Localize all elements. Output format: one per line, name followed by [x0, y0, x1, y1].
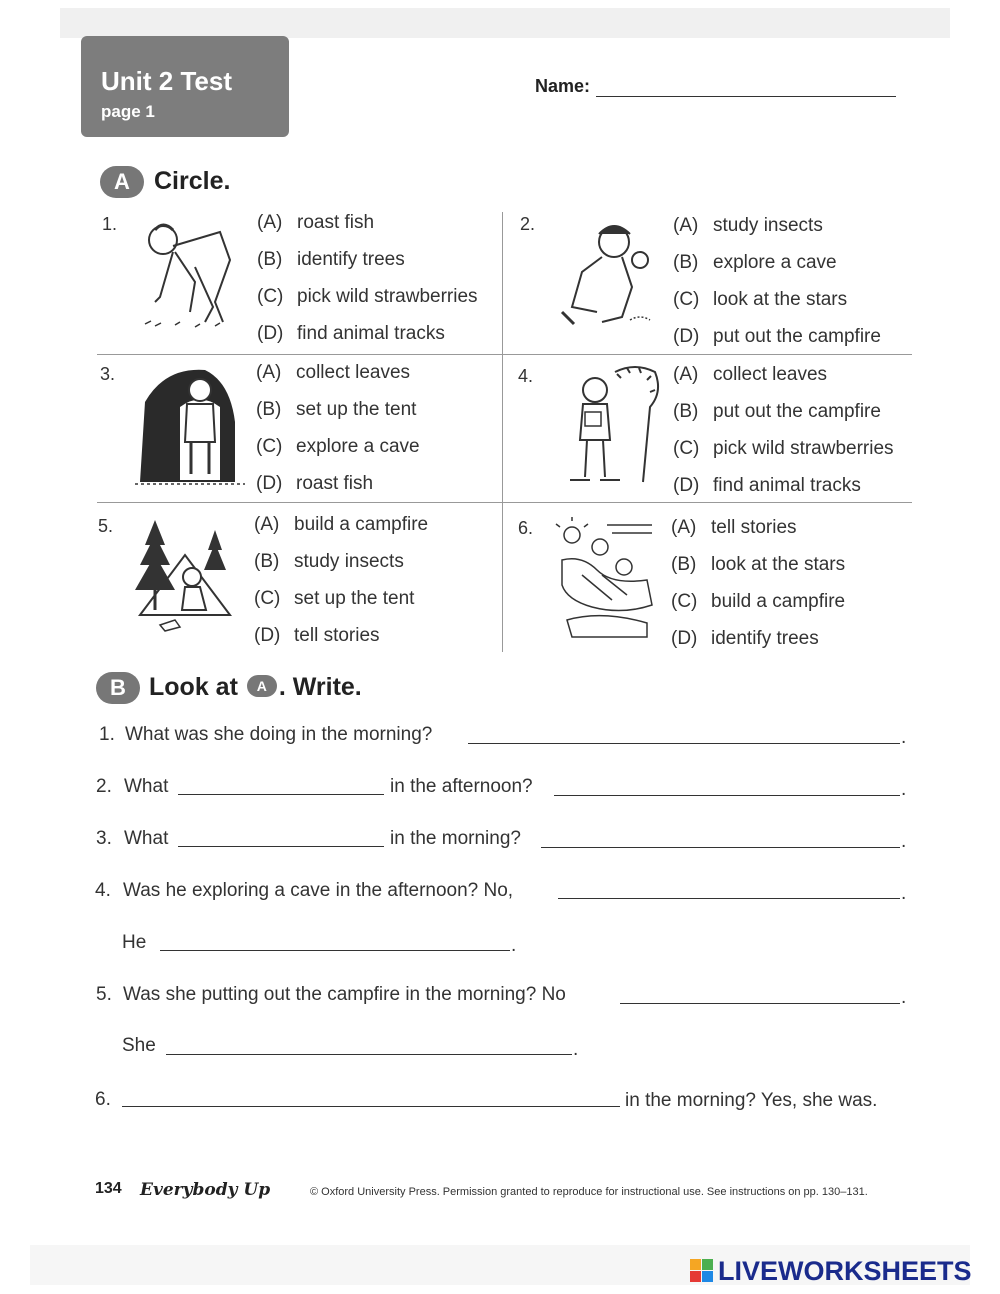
b-question-text: in the afternoon?: [390, 776, 533, 797]
section-b-title-pre: Look at: [149, 673, 238, 701]
option-d[interactable]: [673, 326, 881, 363]
option-text: study insects: [294, 551, 404, 572]
b-question-text: She: [122, 1035, 156, 1056]
name-field[interactable]: [596, 96, 896, 97]
option-a[interactable]: [673, 364, 894, 401]
name-label: Name:: [535, 76, 591, 96]
question-number: 5.: [98, 516, 114, 536]
liveworksheets-wordmark: LIVEWORKSHEETS: [718, 1256, 972, 1286]
option-b[interactable]: [254, 551, 428, 588]
answer-line[interactable]: [468, 743, 900, 744]
option-letter: (A): [673, 215, 699, 236]
grid-vertical-divider: [502, 212, 503, 652]
option-text: look at the stars: [711, 554, 846, 575]
option-b[interactable]: [671, 554, 845, 591]
girl-setting-up-tent-illustration: [130, 515, 240, 640]
option-letter: (D): [673, 475, 700, 496]
b-question-text: in the morning? Yes, she was.: [625, 1090, 878, 1111]
option-letter: (A): [671, 517, 697, 538]
option-letter: (C): [254, 588, 281, 609]
option-c[interactable]: [257, 286, 478, 323]
section-a-badge: A: [100, 166, 144, 198]
b-question-number: 4.: [95, 880, 111, 901]
option-letter: (C): [257, 286, 284, 307]
period: .: [901, 883, 907, 904]
option-text: pick wild strawberries: [297, 286, 478, 307]
option-text: identify trees: [297, 249, 405, 270]
option-text: build a campfire: [711, 591, 846, 612]
option-letter: (C): [673, 289, 700, 310]
option-text: study insects: [713, 215, 823, 236]
option-text: tell stories: [711, 517, 797, 538]
answer-line[interactable]: [554, 795, 900, 796]
option-text: explore a cave: [713, 252, 837, 273]
option-text: put out the campfire: [713, 401, 881, 422]
unit-header: [81, 36, 289, 137]
option-text: set up the tent: [296, 399, 417, 420]
option-text: identify trees: [711, 628, 819, 649]
question-number: 1.: [102, 214, 118, 234]
answer-line[interactable]: [541, 847, 900, 848]
option-letter: (D): [671, 628, 698, 649]
option-letter: (D): [673, 326, 700, 347]
answer-line[interactable]: [620, 1003, 900, 1004]
option-text: collect leaves: [296, 362, 411, 383]
option-letter: (B): [254, 551, 280, 572]
option-letter: (B): [673, 252, 699, 273]
option-text: pick wild strawberries: [713, 438, 894, 459]
option-text: put out the campfire: [713, 326, 881, 347]
option-letter: (A): [673, 364, 699, 385]
option-c[interactable]: [673, 438, 894, 475]
section-b-title: [149, 673, 362, 702]
option-letter: (B): [673, 401, 699, 422]
options-q2: [673, 215, 881, 363]
option-b[interactable]: [256, 399, 420, 436]
question-number: 4.: [518, 366, 534, 386]
option-c[interactable]: [671, 591, 845, 628]
option-a[interactable]: [673, 215, 881, 252]
option-text: find animal tracks: [713, 475, 861, 496]
question-number: 2.: [520, 214, 536, 234]
option-letter: (B): [257, 249, 283, 270]
option-d[interactable]: [673, 475, 894, 512]
option-c[interactable]: [256, 436, 420, 473]
answer-line[interactable]: [160, 950, 510, 951]
option-b[interactable]: [673, 252, 881, 289]
question-number: 6.: [518, 518, 534, 538]
option-text: set up the tent: [294, 588, 415, 609]
children-telling-stories-illustration: [552, 515, 662, 640]
b-question-number: 1.: [99, 724, 115, 745]
period: .: [901, 987, 907, 1008]
option-letter: (A): [256, 362, 282, 383]
option-c[interactable]: [673, 289, 881, 326]
option-text: roast fish: [297, 212, 375, 233]
options-q4: [673, 364, 894, 512]
copyright-notice: © Oxford University Press. Permission granted to reproduce for instructional use. See instructions on pp. 130–131.: [310, 1186, 868, 1198]
option-text: build a campfire: [294, 514, 429, 535]
b-question-number: 2.: [96, 776, 112, 797]
period: .: [901, 727, 907, 748]
section-b-title-post: . Write.: [278, 673, 362, 701]
option-letter: (D): [257, 323, 284, 344]
option-letter: (C): [256, 436, 283, 457]
b-question-number: 5.: [96, 984, 112, 1005]
b-question-text: What: [124, 776, 169, 797]
girl-in-cave-illustration: [135, 362, 245, 487]
answer-line[interactable]: [558, 898, 900, 899]
liveworksheets-icon: [690, 1259, 714, 1283]
option-d[interactable]: [254, 625, 428, 662]
option-letter: (C): [671, 591, 698, 612]
option-letter: (B): [256, 399, 282, 420]
option-text: roast fish: [296, 473, 374, 494]
option-d[interactable]: [671, 628, 845, 665]
b-question-number: 6.: [95, 1089, 111, 1110]
option-b[interactable]: [257, 249, 478, 286]
answer-line[interactable]: [178, 846, 384, 847]
option-letter: (B): [671, 554, 697, 575]
b-question-text: What was she doing in the morning?: [125, 724, 433, 745]
option-text: tell stories: [294, 625, 380, 646]
girl-looking-at-tracks-illustration: [135, 212, 245, 337]
option-a[interactable]: [257, 212, 478, 249]
period: .: [901, 831, 907, 852]
options-q3: [256, 362, 420, 510]
options-q5: [254, 514, 428, 662]
period: .: [573, 1039, 579, 1060]
section-a-title: Circle.: [154, 167, 231, 195]
b-question-text: Was she putting out the campfire in the morning? No: [123, 984, 566, 1005]
option-text: look at the stars: [713, 289, 848, 310]
section-a-ref-badge: A: [247, 675, 277, 697]
option-c[interactable]: [254, 588, 428, 625]
b-question-text: He: [122, 932, 147, 953]
book-title: Everybody Up: [140, 1180, 271, 1200]
b-question-text: Was he exploring a cave in the afternoon? No,: [123, 880, 514, 901]
boy-with-magnifier-illustration: [552, 212, 662, 337]
answer-line[interactable]: [178, 794, 384, 795]
answer-line[interactable]: [166, 1054, 572, 1055]
unit-title: Unit 2 Test: [101, 66, 232, 96]
option-letter: (C): [673, 438, 700, 459]
option-a[interactable]: [254, 514, 428, 551]
question-number: 3.: [100, 364, 116, 384]
option-d[interactable]: [257, 323, 478, 360]
period: .: [511, 935, 517, 956]
option-letter: (A): [257, 212, 283, 233]
b-question-text: in the morning?: [390, 828, 521, 849]
period: .: [901, 779, 907, 800]
options-q6: [671, 517, 845, 665]
section-b-badge: B: [96, 672, 140, 704]
option-a[interactable]: [256, 362, 420, 399]
option-letter: (D): [254, 625, 281, 646]
option-text: collect leaves: [713, 364, 828, 385]
option-a[interactable]: [671, 517, 845, 554]
option-letter: (D): [256, 473, 283, 494]
b-question-text: What: [124, 828, 169, 849]
option-text: find animal tracks: [297, 323, 445, 344]
b-question-number: 3.: [96, 828, 112, 849]
options-q1: [257, 212, 478, 360]
unit-page: page 1: [101, 102, 155, 121]
answer-line[interactable]: [122, 1106, 620, 1107]
option-text: explore a cave: [296, 436, 420, 457]
option-d[interactable]: [256, 473, 420, 510]
option-b[interactable]: [673, 401, 894, 438]
boy-under-tree-illustration: [555, 362, 665, 487]
option-letter: (A): [254, 514, 280, 535]
scan-top-band: [60, 8, 950, 38]
page-number: 134: [95, 1180, 122, 1197]
